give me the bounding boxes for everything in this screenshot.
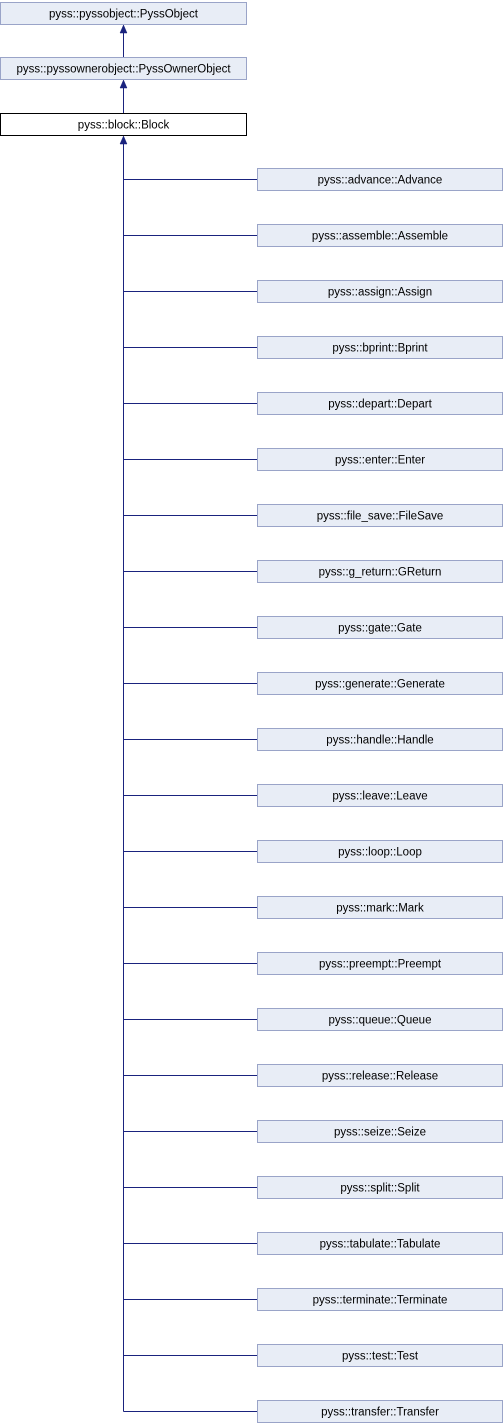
class-node-seize[interactable] (258, 1121, 503, 1143)
class-label: pyss::leave::Leave (332, 790, 428, 803)
class-label: pyss::split::Split (340, 1182, 420, 1195)
class-label: pyss::assemble::Assemble (311, 230, 449, 243)
class-label: pyss::advance::Advance (317, 174, 443, 187)
class-label: pyss::bprint::Bprint (332, 342, 428, 355)
class-node-release[interactable] (258, 1065, 503, 1087)
class-node-pyssobject[interactable] (1, 3, 247, 25)
class-label: pyss::generate::Generate (315, 678, 445, 691)
class-node-mark[interactable] (258, 897, 503, 919)
class-label: pyss::pyssownerobject::PyssOwnerObject (16, 63, 231, 76)
class-node-leave[interactable] (258, 785, 503, 807)
class-label: pyss::preempt::Preempt (318, 958, 442, 971)
class-node-handle[interactable] (258, 729, 503, 751)
class-label: pyss::file_save::FileSave (316, 510, 444, 523)
class-label: pyss::enter::Enter (334, 454, 426, 467)
class-label: pyss::block::Block (77, 119, 170, 132)
class-label: pyss::gate::Gate (338, 622, 422, 635)
class-node-depart[interactable] (258, 393, 503, 415)
class-label: pyss::transfer::Transfer (321, 1406, 439, 1419)
subclass-arrowhead (120, 136, 127, 144)
class-label: pyss::mark::Mark (336, 902, 424, 915)
class-node-assemble[interactable] (258, 225, 503, 247)
edges-layer (120, 25, 258, 1412)
class-node-transfer[interactable] (258, 1401, 503, 1423)
class-node-queue[interactable] (258, 1009, 503, 1031)
class-node-loop[interactable] (258, 841, 503, 863)
class-label: pyss::tabulate::Tabulate (319, 1238, 441, 1251)
nodes-layer (1, 3, 503, 1423)
class-label: pyss::g_return::GReturn (318, 566, 442, 579)
class-label: pyss::handle::Handle (326, 734, 434, 747)
class-label: pyss::seize::Seize (333, 1126, 427, 1139)
class-node-pyssownerobject[interactable] (1, 58, 247, 80)
class-node-bprint[interactable] (258, 337, 503, 359)
inheritance-arrowhead (120, 80, 127, 88)
inheritance-arrowhead (120, 25, 127, 33)
class-label: pyss::loop::Loop (338, 846, 422, 859)
class-node-terminate[interactable] (258, 1289, 503, 1311)
class-label: pyss::queue::Queue (328, 1014, 432, 1027)
class-node-advance[interactable] (258, 169, 503, 191)
class-label: pyss::assign::Assign (327, 286, 433, 299)
class-label: pyss::depart::Depart (328, 398, 432, 411)
class-node-preempt[interactable] (258, 953, 503, 975)
class-node-split[interactable] (258, 1177, 503, 1199)
class-label: pyss::terminate::Terminate (312, 1294, 448, 1307)
class-node-generate[interactable] (258, 673, 503, 695)
class-label: pyss::pyssobject::PyssObject (49, 8, 198, 21)
class-node-tabulate[interactable] (258, 1233, 503, 1255)
class-label: pyss::test::Test (341, 1350, 419, 1363)
class-node-test[interactable] (258, 1345, 503, 1367)
class-node-assign[interactable] (258, 281, 503, 303)
class-node-block[interactable] (1, 114, 247, 136)
class-node-gate[interactable] (258, 617, 503, 639)
class-node-g-return[interactable] (258, 561, 503, 583)
class-label: pyss::release::Release (321, 1070, 439, 1083)
class-node-enter[interactable] (258, 449, 503, 471)
class-node-file-save[interactable] (258, 505, 503, 527)
